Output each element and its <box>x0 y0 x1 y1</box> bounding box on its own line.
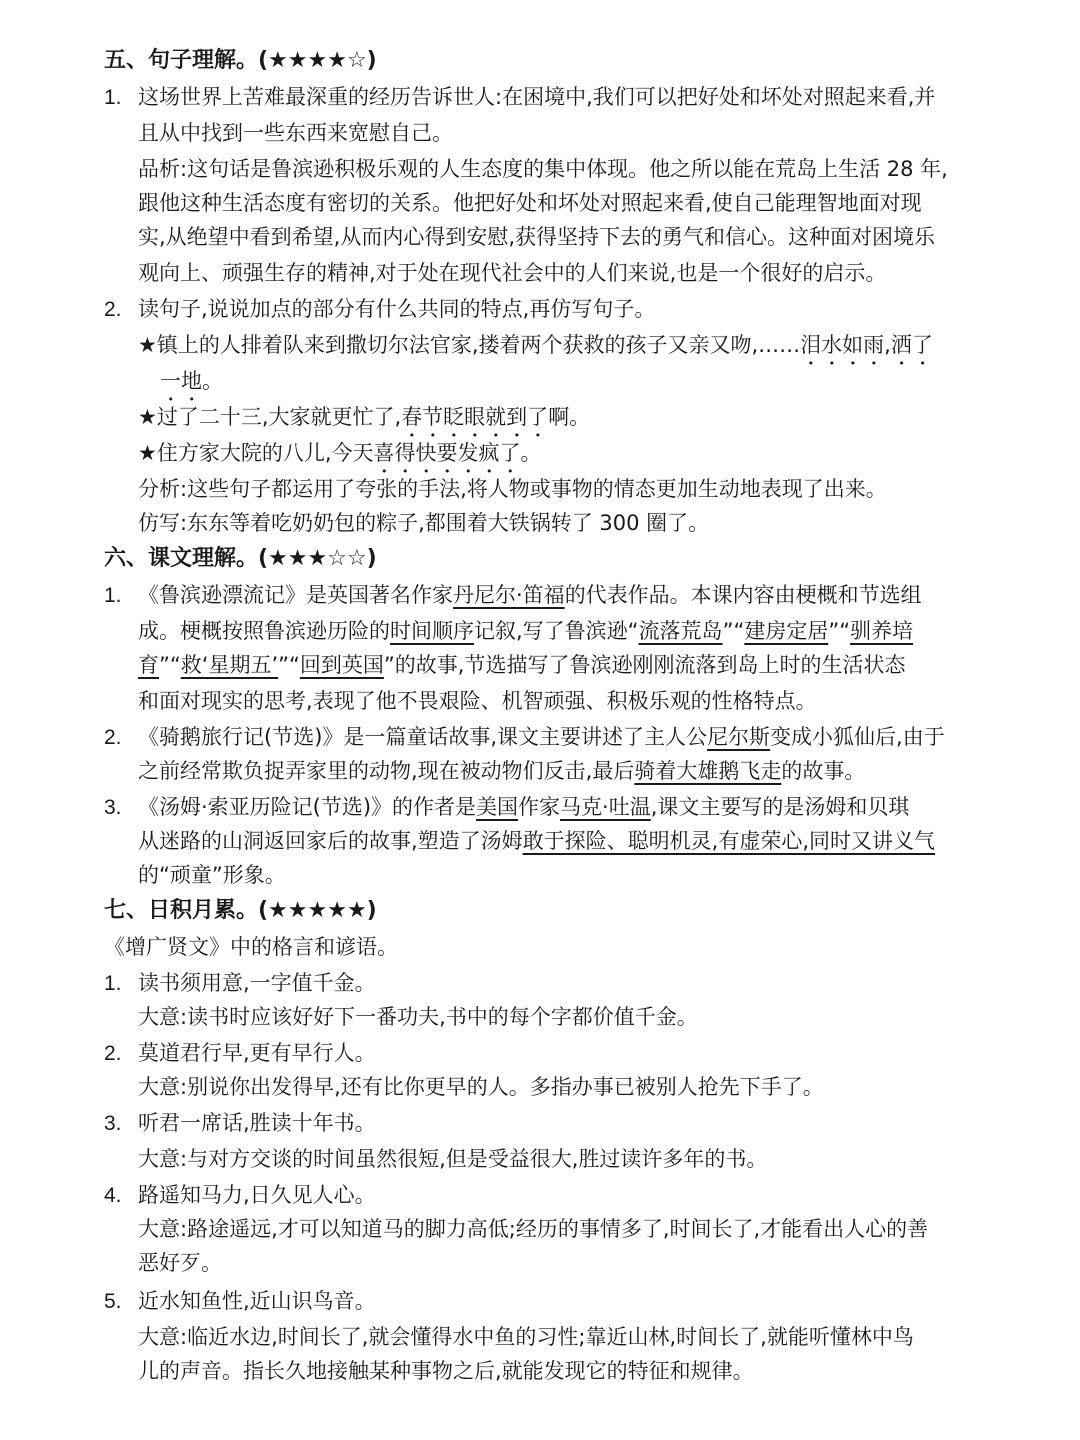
s6-item-1-line-4: 和面对现实的思考,表现了他不畏艰险、机智顽强、积极乐观的性格特点。 <box>138 689 817 713</box>
s7-meaning-1: 大意:读书时应该好好下一番功夫,书中的每个字都价值千金。 <box>138 1005 698 1029</box>
underlined-answer: 驯养培 <box>850 619 914 643</box>
s6-item-2-line-1 <box>104 720 945 755</box>
item-number: 3. <box>104 1112 122 1135</box>
text: ★过了二十三,大家就更忙了, <box>138 405 402 429</box>
s7-meaning-2: 大意:别说你出发得早,还有比你更早的人。多指办事已被别人抢先下手了。 <box>138 1075 824 1099</box>
section-5-title: 五、句子理解。(★★★★☆) <box>104 48 377 73</box>
text: ”“ <box>722 619 745 643</box>
underlined-answer: 回到英国 <box>299 653 384 677</box>
item-number: 2. <box>104 298 122 321</box>
s6-item-1-line-3 <box>138 648 905 682</box>
underlined-answer: 流落荒岛 <box>638 619 723 643</box>
underlined-answer: 尼尔斯 <box>707 725 771 749</box>
s5-analysis-1-line-4: 观向上、顽强生存的精神,对于处在现代社会中的人们来说,也是一个很好的启示。 <box>138 261 887 285</box>
s5-analysis-2: 分析:这些句子都运用了夸张的手法,将人物或事物的情态更加生动地表现了出来。 <box>138 477 887 501</box>
text: 这场世界上苦难最深重的经历告诉世人:在困境中,我们可以把好处和坏处对照起来看,并 <box>138 85 936 109</box>
underlined-answer: 救‘星期五’ <box>180 653 279 677</box>
text: ”“ <box>828 619 851 643</box>
text: 变成小狐仙后,由于 <box>770 725 945 749</box>
text: 成。梗概按照鲁滨逊历险的 <box>138 619 390 643</box>
s5-analysis-1-line-2: 跟他这种生活态度有密切的关系。他把好处和坏处对照起来看,使自己能理智地面对现 <box>138 191 922 215</box>
text: 。 <box>520 441 542 465</box>
underlined-answer: 马克·吐温 <box>560 795 651 819</box>
s5-imitation: 仿写:东东等着吃奶奶包的粽子,都围着大铁锅转了 300 圈了。 <box>138 511 710 535</box>
text: 《骑鹅旅行记(节选)》是一篇童话故事,课文主要讲述了主人公 <box>138 725 708 749</box>
s5-star-sentence-1-line-1 <box>138 328 933 370</box>
s6-item-1-line-2 <box>138 614 913 648</box>
text: ★住方家大院的八儿,今天 <box>138 441 374 465</box>
s5-question-1-line-2: 且从中找到一些东西来宽慰自己。 <box>138 121 453 145</box>
underlined-answer: 骑着大雄鹅飞走 <box>634 759 782 783</box>
s7-meaning-5-line-1: 大意:临近水边,时间长了,就会懂得水中鱼的习性;靠近山林,时间长了,就能听懂林中鸟 <box>138 1325 914 1349</box>
s5-question-2 <box>104 292 655 327</box>
s6-item-3-line-1 <box>104 790 909 825</box>
text: ”“ <box>159 653 181 677</box>
section-7-title: 七、日积月累。(★★★★★) <box>104 898 377 923</box>
text: 路遥知马力,日久见人心。 <box>138 1183 376 1207</box>
text: 《汤姆·索亚历险记(节选)》的作者是 <box>138 795 477 819</box>
s7-saying-3 <box>104 1106 376 1141</box>
item-number: 5. <box>104 1290 122 1313</box>
s7-meaning-4-line-1: 大意:路途遥远,才可以知道马的脚力高低;经历的事情多了,时间长了,才能看出人心的善 <box>138 1217 929 1241</box>
item-number: 3. <box>104 796 122 819</box>
item-number: 2. <box>104 726 122 749</box>
text: 莫道君行早,更有早行人。 <box>138 1041 376 1065</box>
item-number: 4. <box>104 1184 122 1207</box>
text: 的故事。 <box>781 759 866 783</box>
text: ,课文主要写的是汤姆和贝琪 <box>650 795 910 819</box>
dotted-emphasis: 春节眨眼就到了 <box>401 405 549 429</box>
underlined-answer: 美国 <box>476 795 519 819</box>
s6-item-2-line-2 <box>138 754 865 788</box>
dotted-emphasis: 一地 <box>160 369 202 393</box>
section-6-title: 六、课文理解。(★★★☆☆) <box>104 546 377 571</box>
text: 啊。 <box>548 405 591 429</box>
s7-meaning-4-line-2: 恶好歹。 <box>138 1251 222 1275</box>
underlined-answer: 丹尼尔·笛福 <box>453 583 565 607</box>
dotted-emphasis: 泪水如雨,洒了 <box>800 333 933 357</box>
text: 记叙,写了鲁滨逊“ <box>474 619 639 643</box>
s7-meaning-3: 大意:与对方交谈的时间虽然很短,但是受益很大,胜过读许多年的书。 <box>138 1147 768 1171</box>
text: ”的故事,节选描写了鲁滨逊刚刚流落到岛上时的生活状态 <box>383 653 906 677</box>
underlined-answer: 时间顺序 <box>390 619 474 643</box>
s7-intro: 《增广贤文》中的格言和谚语。 <box>104 935 398 959</box>
s7-meaning-5-line-2: 儿的声音。指长久地接触某种事物之后,就能发现它的特征和规律。 <box>138 1359 754 1383</box>
text: 。 <box>202 369 223 393</box>
item-number: 1. <box>104 86 122 109</box>
text: 近水知鱼性,近山识鸟音。 <box>138 1289 376 1313</box>
s5-analysis-1-line-3: 实,从绝望中看到希望,从而内心得到安慰,获得坚持下去的勇气和信心。这种面对困境乐 <box>138 225 936 249</box>
s7-saying-5 <box>104 1284 376 1319</box>
underlined-answer: 建房定居 <box>744 619 829 643</box>
s5-analysis-1-line-1: 品析:这句话是鲁滨逊积极乐观的人生态度的集中体现。他之所以能在荒岛上生活 28 年, <box>138 157 948 181</box>
text: 读书须用意,一字值千金。 <box>138 971 376 995</box>
text: 听君一席话,胜读十年书。 <box>138 1111 376 1135</box>
item-number: 1. <box>104 972 122 995</box>
s5-question-1-line-1 <box>104 80 935 115</box>
text: 从迷路的山洞返回家后的故事,塑造了汤姆 <box>138 829 523 853</box>
text: ★镇上的人排着队来到撒切尔法官家,搂着两个获救的孩子又亲又吻,…… <box>138 333 801 357</box>
text: 读句子,说说加点的部分有什么共同的特点,再仿写句子。 <box>138 297 656 321</box>
s6-item-3-line-2 <box>138 824 935 858</box>
s6-item-1-line-1 <box>104 578 922 613</box>
text: 之前经常欺负捉弄家里的动物,现在被动物们反击,最后 <box>138 759 635 783</box>
dotted-emphasis: 喜得快要发疯了 <box>373 441 521 465</box>
underlined-answer: 敢于探险、聪明机灵,有虚荣心,同时又讲义气 <box>522 829 936 853</box>
s7-saying-2 <box>104 1036 376 1071</box>
text: 《鲁滨逊漂流记》是英国著名作家 <box>138 583 453 607</box>
item-number: 2. <box>104 1042 122 1065</box>
text: 的代表作品。本课内容由梗概和节选组 <box>564 583 922 607</box>
item-number: 1. <box>104 584 122 607</box>
s7-saying-4 <box>104 1178 376 1213</box>
underlined-answer: 育 <box>138 653 159 677</box>
text: ”“ <box>278 653 300 677</box>
text: 作家 <box>518 795 561 819</box>
s6-item-3-line-3: 的“顽童”形象。 <box>138 863 286 887</box>
s7-saying-1 <box>104 966 376 1001</box>
